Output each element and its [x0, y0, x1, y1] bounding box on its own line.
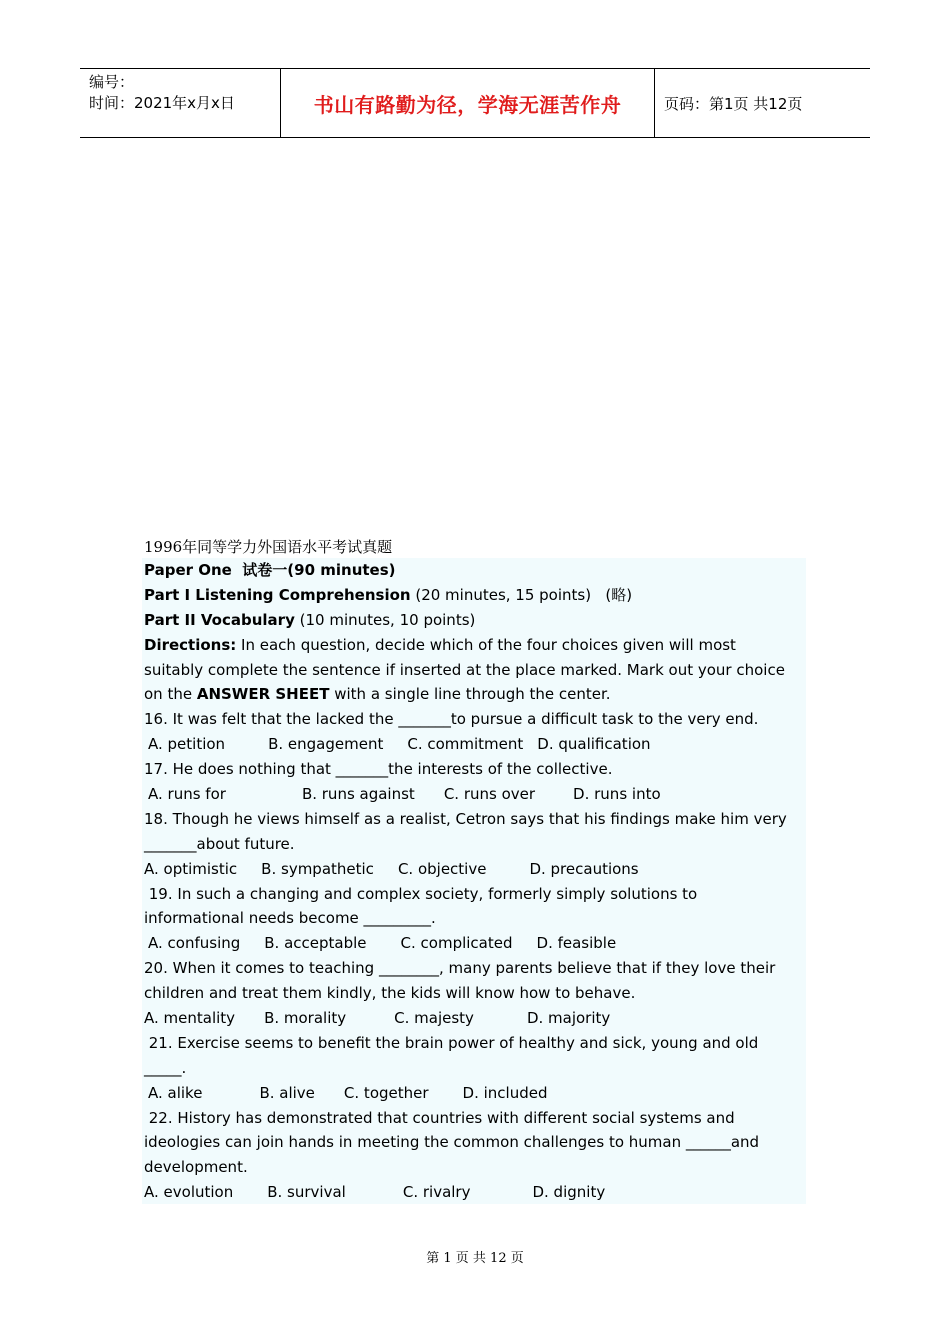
q21-options — [144, 1081, 806, 1106]
q18-text-2: _______about future. — [144, 834, 295, 853]
q16-option-c: C. commitment — [407, 735, 524, 754]
header-table — [80, 68, 870, 138]
page-label: 页码：第1页 共12页 — [664, 94, 803, 113]
page-footer: 第 1 页 共 12 页 — [426, 1251, 524, 1266]
q22-options — [144, 1180, 806, 1205]
doc-title: 1996年同等学力外国语水平考试真题 — [144, 538, 393, 556]
q19-text-2: informational needs become _________. — [144, 909, 436, 928]
directions-line-3 — [144, 682, 806, 707]
q22-text-3: development. — [144, 1158, 248, 1177]
q22-option-d: D. dignity — [532, 1183, 606, 1202]
directions-text-3a: on the — [144, 685, 197, 704]
q21-option-b: B. alive — [259, 1083, 315, 1102]
q20-option-d: D. majority — [526, 1009, 611, 1028]
part2-detail: (10 minutes, 10 points) — [294, 610, 476, 629]
q20-text-1: 20. When it comes to teaching ________, many parents believe that if they love their — [144, 959, 776, 978]
q20-options — [144, 1006, 806, 1031]
q16-text: 16. It was felt that the lacked the _______to pursue a difficult task to the very end. — [144, 710, 759, 729]
q21-option-d: D. included — [462, 1083, 548, 1102]
q17-options — [144, 782, 806, 807]
q22-option-c: C. rivalry — [402, 1183, 471, 1202]
exam-content — [142, 558, 806, 1204]
answer-sheet-term: ANSWER SHEET — [196, 685, 330, 704]
q20-option-c: C. majesty — [394, 1009, 474, 1028]
q22-option-b: B. survival — [267, 1183, 346, 1202]
part1-heading — [144, 583, 806, 608]
q18-text-1: 18. Though he views himself as a realist, Cetron says that his findings make him very — [144, 809, 787, 828]
q18-option-a: A. optimistic — [144, 859, 238, 878]
q21-text-2: _____. — [144, 1058, 187, 1077]
number-label: 编号： — [89, 73, 135, 91]
q19-option-b: B. acceptable — [264, 934, 367, 953]
directions-text-1: In each question, decide which of the four choices given will most — [236, 635, 736, 654]
q21-option-a: A. alike — [148, 1083, 203, 1102]
part2-title: Part II Vocabulary — [144, 610, 295, 629]
part1-title: Part I Listening Comprehension — [144, 585, 411, 604]
q19-text-1: 19. In such a changing and complex society, formerly simply solutions to — [144, 884, 698, 903]
q18-option-c: C. objective — [397, 859, 487, 878]
header-left-cell — [80, 69, 281, 137]
header-motto-cell — [281, 69, 655, 137]
q21-text-1: 21. Exercise seems to benefit the brain power of healthy and sick, young and old — [144, 1033, 759, 1052]
q18-options — [144, 857, 806, 882]
paper-one-heading: Paper One 试卷一(90 minutes) — [144, 561, 396, 579]
q20-option-b: B. morality — [264, 1009, 347, 1028]
q17-text: 17. He does nothing that _______the interests of the collective. — [144, 760, 613, 779]
header-page-cell — [655, 69, 870, 137]
directions-line-2: suitably complete the sentence if inserted at the place marked. Mark out your choice — [144, 660, 785, 679]
part2-heading — [144, 608, 806, 633]
q21-option-c: C. together — [343, 1083, 429, 1102]
q16-option-b: B. engagement — [268, 735, 384, 754]
q19-option-d: D. feasible — [536, 934, 617, 953]
q16-options — [144, 732, 806, 757]
motto: 书山有路勤为径，学海无涯苦作舟 — [313, 92, 622, 117]
q16-option-a: A. petition — [148, 735, 226, 754]
q20-option-a: A. mentality — [144, 1009, 236, 1028]
directions-line-1 — [144, 633, 806, 658]
q22-text-1: 22. History has demonstrated that countries with different social systems and — [144, 1108, 735, 1127]
directions-text-3b: with a single line through the center. — [329, 685, 611, 704]
q17-option-a: A. runs for — [148, 785, 226, 804]
directions-label: Directions: — [144, 635, 237, 654]
q17-option-b: B. runs against — [301, 785, 415, 804]
time-label: 时间：2021年x月x日 — [89, 94, 235, 112]
q19-options — [144, 931, 806, 956]
part1-detail: (20 minutes, 15 points) (略) — [410, 585, 633, 604]
q20-text-2: children and treat them kindly, the kids will know how to behave. — [144, 984, 636, 1003]
q19-option-a: A. confusing — [148, 934, 241, 953]
q16-option-d: D. qualification — [537, 735, 651, 754]
q17-option-c: C. runs over — [443, 785, 536, 804]
q18-option-d: D. precautions — [529, 859, 639, 878]
q22-option-a: A. evolution — [144, 1183, 234, 1202]
q22-text-2: ideologies can join hands in meeting the common challenges to human ______and — [144, 1133, 760, 1152]
q18-option-b: B. sympathetic — [261, 859, 374, 878]
q17-option-d: D. runs into — [573, 785, 661, 804]
q19-option-c: C. complicated — [400, 934, 513, 953]
